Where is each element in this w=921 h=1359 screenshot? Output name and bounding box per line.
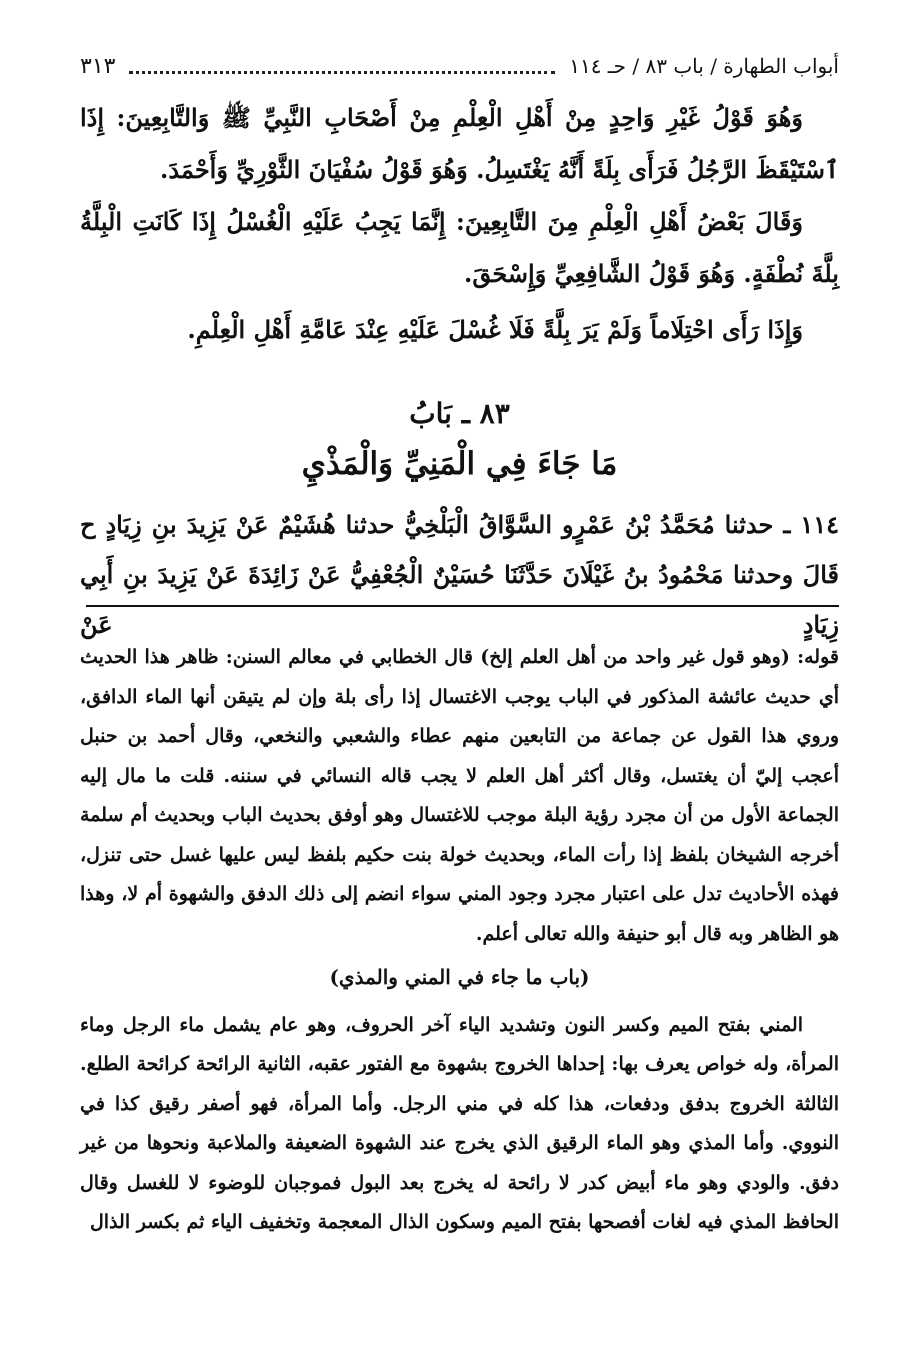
main-paragraph-1: وَهُوَ قَوْلُ غَيْرِ وَاحِدٍ مِنْ أَهْلِ الْعِلْمِ مِنْ أَصْحَابِ النَّبِيِّ ﷺ وَالتَّابِعِينَ: إِذَا ٱسْتَيْقَظَ الرَّجُلُ فَرَأَى بِلَةً أَنَّهُ يَغْتَسِلُ. وَهُوَ قَوْلُ سُفْيَانَ الثَّوْرِيِّ وَأَحْمَدَ. <box>80 103 839 184</box>
commentary-heading: (باب ما جاء في المني والمذي) <box>329 965 590 989</box>
main-paragraph-3: وَإِذَا رَأَى احْتِلَاماً وَلَمْ يَرَ بِلَّةً فَلَا غُسْلَ عَلَيْهِ عِنْدَ عَامَّةِ أَهْلِ الْعِلْمِ. <box>187 315 803 344</box>
chapter-number: ٨٣ ـ بَابُ <box>409 397 510 430</box>
main-paragraph-2: وَقَالَ بَعْضُ أَهْلِ الْعِلْمِ مِنَ التَّابِعِينَ: إِنَّمَا يَجِبُ عَلَيْهِ الْغُسْلُ إِذَا كَانَتِ الْبِلَّةُ بِلَّةَ نُطْفَةٍ. وَهُوَ قَوْلُ الشَّافِعِيِّ وَإِسْحَقَ. <box>80 207 839 288</box>
header-dotted-leader <box>129 71 555 74</box>
running-title: أبواب الطهارة / باب ٨٣ / حـ ١١٤ <box>569 54 839 78</box>
hadith-line-2: قَالَ وحدثنا مَحْمُودُ بنُ غَيْلَانَ حَدَّثَنَا حُسَيْنٌ الْجُعْفِيُّ عَنْ زَائِدَةَ عَنْ يَزِيدَ بنِ أَبِي زِيَادٍ عَنْ <box>80 560 839 639</box>
commentary-paragraph-1: قوله: (وهو قول غير واحد من أهل العلم إلخ) قال الخطابي في معالم السنن: ظاهر هذا الحديث أي حديث عائشة المذكور في الباب يوجب الاغتسال إذا رأى بلة وإن لم يتيقن أنها الماء الدافق، وروي هذا القول عن جماعة من التابعين منهم عطاء والشعبي والنخعي، وقال أحمد بن حنبل أعجب إليّ أن يغتسل، وقال أكثر أهل العلم لا يجب قاله النسائي في سننه. قلت ما مال إليه الجماعة الأول من أن مجرد رؤية البلة موجب للاغتسال وهو أوفق بحديث الباب وبحديث أم سلمة أخرجه الشيخان بلفظ إذا رأت الماء، وبحديث خولة بنت حكيم بلفظ ليس عليها غسل حتى تنزل، فهذه الأحاديث تدل على اعتبار مجرد وجود المني سواء انضم إلى ذلك الدفق والشهوة أم لا، وهذا هو الظاهر وبه قال أبو حنيفة والله تعالى أعلم. <box>80 646 839 945</box>
commentary-paragraph-2: المني بفتح الميم وكسر النون وتشديد الياء آخر الحروف، وهو عام يشمل ماء الرجل وماء المرأة، وله خواص يعرف بها: إحداها الخروج بشهوة مع الفتور عقبه، الثانية الرائحة كرائحة الطلع. الثالثة الخروج بدفق ودفعات، هذا كله في مني الرجل. وأما المرأة، فهو أصفر رقيق كذا في النووي. وأما المذي وهو الماء الرقيق الذي يخرج عند الشهوة الضعيفة والملاعبة ونحوها من غير دفق. والودي وهو ماء أبيض كدر لا رائحة له يخرج بعد البول فموجبان للوضوء لا للغسل وقال الحافظ المذي فيه لغات أفصحها بفتح الميم وسكون الذال المعجمة وتخفيف الياء ثم بكسر الذال <box>80 1013 839 1233</box>
commentary <box>80 638 839 1243</box>
hadith-text <box>80 500 839 650</box>
page-header <box>80 44 839 88</box>
footnote-divider <box>86 605 839 607</box>
chapter-heading <box>80 392 839 492</box>
main-text <box>80 92 839 356</box>
chapter-title: مَا جَاءَ فِي الْمَنِيِّ وَالْمَذْيِ <box>301 446 618 482</box>
hadith-line-1: ١١٤ ـ حدثنا مُحَمَّدُ بْنُ عَمْرٍو السَّوَّاقُ الْبَلْخِيُّ حدثنا هُشَيْمٌ عَنْ يَزِيدَ بنِ زِيَادٍ ح <box>80 510 839 539</box>
page-number: ٣١٣ <box>80 53 116 79</box>
